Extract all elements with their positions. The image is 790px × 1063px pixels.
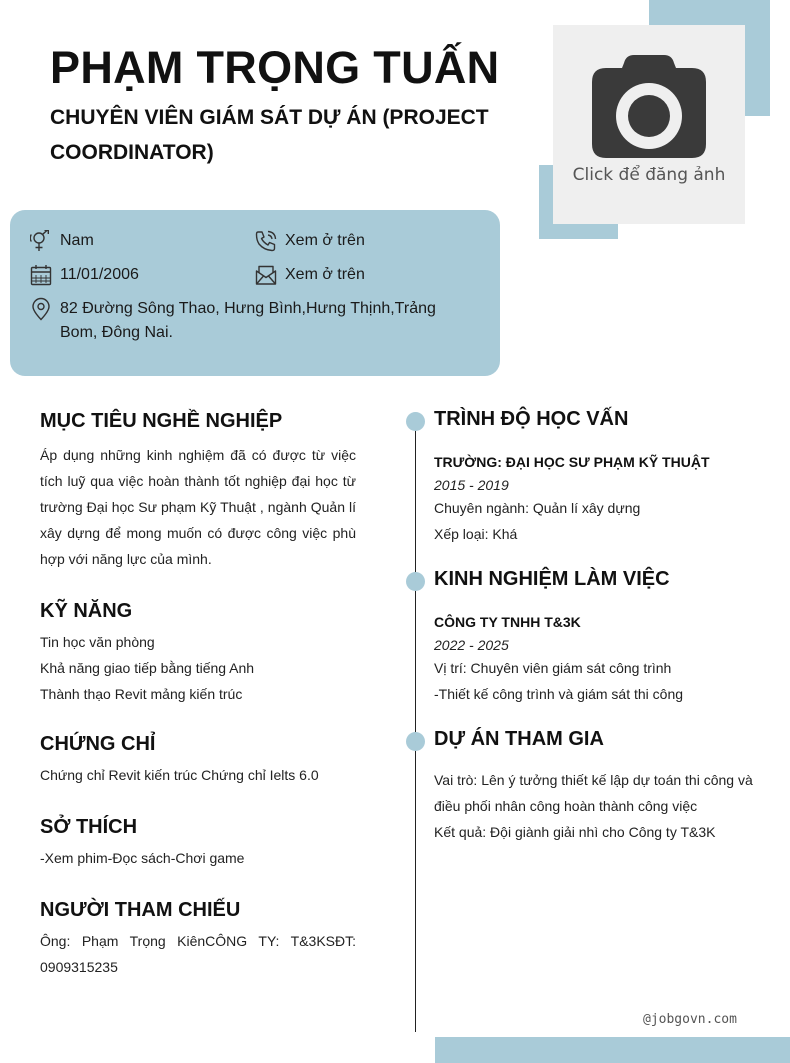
gender-row (30, 229, 94, 253)
projects-result: Kết quả: Đội giành giải nhì cho Công ty T&3K (434, 824, 716, 840)
skills-title: KỸ NĂNG (40, 600, 133, 622)
education-major: Chuyên ngành: Quản lí xây dựng (434, 500, 641, 516)
timeline-dot (406, 412, 425, 431)
projects-section (434, 728, 764, 845)
experience-period: 2022 - 2025 (434, 637, 509, 653)
phone-row (255, 229, 365, 253)
skills-list (40, 629, 356, 707)
hobbies-title: SỞ THÍCH (40, 816, 138, 838)
timeline-line (415, 418, 416, 1032)
candidate-name: PHẠM TRỌNG TUẤN (50, 42, 500, 93)
projects-title: DỰ ÁN THAM GIA (434, 728, 604, 750)
experience-position: Vị trí: Chuyên viên giám sát công trình (434, 660, 672, 676)
experience-duty: -Thiết kế công trình và giám sát thi công (434, 686, 684, 702)
education-section (434, 408, 764, 547)
skill-item: Tin học văn phòng (40, 634, 155, 650)
calendar-icon (30, 263, 52, 287)
birthday-row (30, 263, 139, 287)
camera-icon (592, 55, 706, 158)
projects-role: Vai trò: Lên ý tưởng thiết kế lập dự toán thi công và điều phối nhân công hoàn thành công việc (434, 772, 753, 814)
references-title: NGƯỜI THAM CHIẾU (40, 899, 241, 921)
timeline-dot (406, 732, 425, 751)
contact-info-card (10, 210, 500, 376)
gender-value: Nam (60, 232, 94, 249)
watermark: @jobgovn.com (643, 1012, 737, 1027)
hobbies-text: -Xem phim-Đọc sách-Chơi game (40, 850, 245, 866)
objective-text: Áp dụng những kinh nghiệm đã có được từ việc tích luỹ qua việc hoàn thành tốt nghiệp đại học từ trường Đại học Sư phạm Kỹ Thuật , ngành Quản lí xây dựng để mong muốn có được công việc phù hợp với năng lực của mình. (40, 447, 356, 567)
timeline-dot (406, 572, 425, 591)
references-text: Ông: Phạm Trọng KiênCÔNG TY: T&3KSĐT: 0909315235 (40, 933, 356, 975)
email-value: Xem ở trên (285, 266, 365, 283)
skill-item: Khả năng giao tiếp bằng tiếng Anh (40, 660, 255, 676)
left-column (40, 410, 356, 980)
email-icon (255, 263, 277, 287)
experience-section (434, 568, 764, 707)
birthday-value: 11/01/2006 (60, 266, 139, 283)
certificates-title: CHỨNG CHỈ (40, 733, 156, 755)
location-pin-icon (30, 297, 52, 321)
email-row (255, 263, 365, 287)
education-grade: Xếp loại: Khá (434, 526, 518, 542)
job-title: CHUYÊN VIÊN GIÁM SÁT DỰ ÁN (PROJECT COORDINATOR) (50, 106, 489, 164)
gender-icon (30, 229, 52, 253)
experience-title: KINH NGHIỆM LÀM VIỆC (434, 568, 670, 590)
objective-title: MỤC TIÊU NGHỀ NGHIỆP (40, 410, 283, 432)
experience-company: CÔNG TY TNHH T&3K (434, 614, 581, 630)
phone-icon (255, 229, 277, 253)
photo-upload[interactable] (553, 25, 745, 224)
decorative-bottom-bar (435, 1037, 790, 1063)
photo-upload-label: Click để đăng ảnh (572, 165, 726, 185)
education-title: TRÌNH ĐỘ HỌC VẤN (434, 408, 629, 430)
address-row (30, 297, 450, 345)
certificates-text: Chứng chỉ Revit kiến trúc Chứng chỉ Ielts 6.0 (40, 767, 319, 783)
address-value: 82 Đường Sông Thao, Hưng Bình,Hưng Thịnh,Trảng Bom, Đông Nai. (60, 300, 436, 341)
phone-value: Xem ở trên (285, 232, 365, 249)
education-school: TRƯỜNG: ĐẠI HỌC SƯ PHẠM KỸ THUẬT (434, 454, 710, 470)
skill-item: Thành thạo Revit mảng kiến trúc (40, 686, 243, 702)
education-period: 2015 - 2019 (434, 477, 509, 493)
